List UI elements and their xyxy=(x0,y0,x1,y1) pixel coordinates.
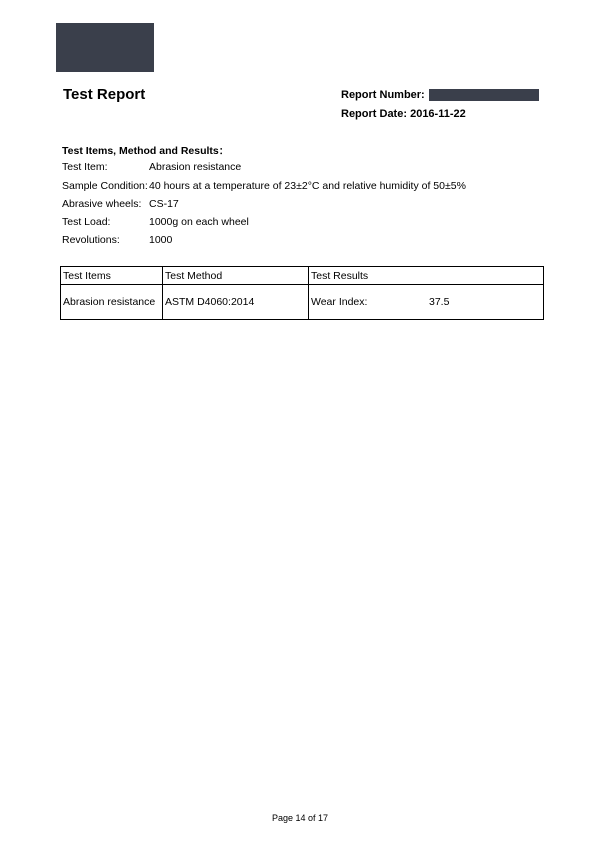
results-table xyxy=(60,266,544,320)
detail-value: CS-17 xyxy=(149,198,179,210)
cell-test-item: Abrasion resistance xyxy=(61,285,163,320)
report-date-label: Report Date: xyxy=(341,108,408,120)
detail-row-test-item xyxy=(62,161,241,173)
detail-label: Test Load: xyxy=(62,216,111,228)
wear-index-label: Wear Index: xyxy=(311,296,368,308)
table-row xyxy=(61,285,544,320)
report-number-label: Report Number: xyxy=(341,89,425,101)
header-test-items: Test Items xyxy=(61,267,163,285)
detail-row-revolutions xyxy=(62,234,172,246)
cell-test-method: ASTM D4060:2014 xyxy=(163,285,309,320)
page-title: Test Report xyxy=(63,86,146,103)
detail-label: Revolutions: xyxy=(62,234,120,246)
detail-value: Abrasion resistance xyxy=(149,161,242,173)
detail-label: Test Item: xyxy=(62,161,108,173)
detail-row-sample-condition xyxy=(62,180,466,192)
detail-value: 1000g on each wheel xyxy=(149,216,249,228)
report-number xyxy=(341,89,539,101)
detail-row-test-load xyxy=(62,216,249,228)
detail-value: 1000 xyxy=(149,234,173,246)
page-number: Page 14 of 17 xyxy=(271,813,329,823)
cell-test-result xyxy=(309,285,544,320)
wear-index-value: 37.5 xyxy=(429,296,450,308)
detail-label: Abrasive wheels: xyxy=(62,198,142,210)
report-date xyxy=(341,108,466,120)
section-title: Test Items, Method and Results： xyxy=(62,145,230,157)
company-logo-redacted xyxy=(56,23,154,72)
detail-row-abrasive-wheels xyxy=(62,198,179,210)
detail-value: 40 hours at a temperature of 23±2°C and relative humidity of 50±5% xyxy=(149,180,466,192)
report-number-redacted xyxy=(429,89,539,101)
table-header-row xyxy=(61,267,544,285)
header-test-method: Test Method xyxy=(163,267,309,285)
detail-label: Sample Condition: xyxy=(62,180,148,192)
report-date-value: 2016-11-22 xyxy=(410,108,466,120)
header-test-results: Test Results xyxy=(309,267,544,285)
